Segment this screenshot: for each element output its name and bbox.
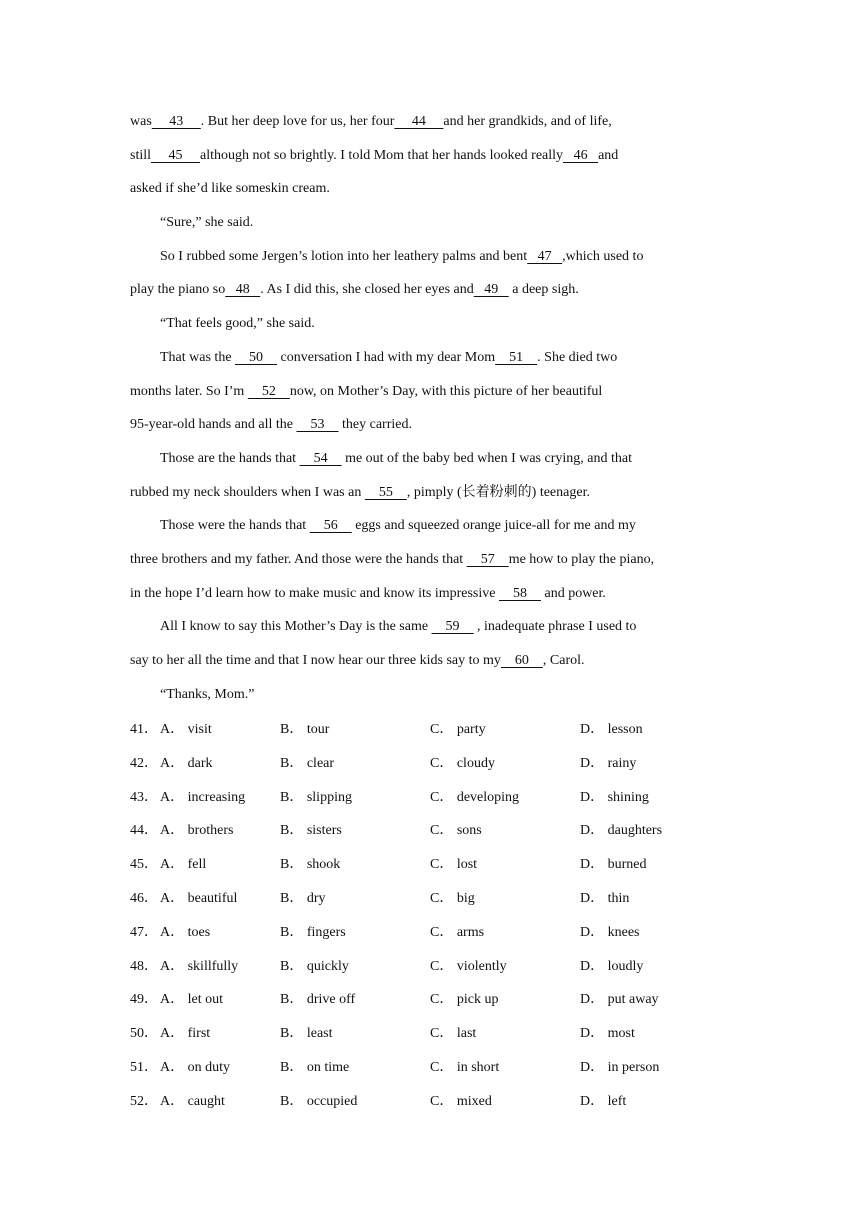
passage-text: ,which used to xyxy=(562,248,644,264)
answer-blank: 54 xyxy=(299,450,342,466)
question-row xyxy=(130,1021,730,1055)
cloze-passage xyxy=(130,109,730,715)
passage-line xyxy=(130,311,730,345)
option-a: A． on duty xyxy=(160,1059,230,1075)
passage-line xyxy=(130,379,730,413)
passage-text: “That feels good,” she said. xyxy=(160,316,315,332)
option-d: D． burned xyxy=(580,857,647,873)
passage-text: . But her deep love for us, her four xyxy=(200,114,395,129)
option-b: B． fingers xyxy=(280,924,346,940)
question-number: 50． xyxy=(130,1026,158,1042)
option-d: D． loudly xyxy=(580,958,644,974)
option-b: B． occupied xyxy=(280,1093,358,1109)
passage-line xyxy=(130,446,730,480)
question-number: 46． xyxy=(130,890,158,906)
passage-line xyxy=(130,412,730,446)
option-b: B． least xyxy=(280,1026,333,1042)
option-a: A． increasing xyxy=(160,789,246,805)
passage-line xyxy=(130,277,730,311)
answer-blank: 43 xyxy=(151,114,201,129)
passage-text: play the piano so xyxy=(130,282,226,298)
passage-text: , pimply (长着粉刺的) teenager. xyxy=(406,484,590,500)
question-row xyxy=(130,1089,730,1123)
passage-line xyxy=(130,345,730,379)
option-a: A． caught xyxy=(160,1093,225,1109)
passage-text: That was the xyxy=(160,349,236,365)
option-c: C． big xyxy=(430,890,475,906)
passage-line xyxy=(130,513,730,547)
passage-text: Those are the hands that xyxy=(160,450,300,466)
option-c: C． cloudy xyxy=(430,755,495,771)
option-a: A． dark xyxy=(160,755,213,771)
option-b: B． on time xyxy=(280,1059,350,1075)
passage-line xyxy=(130,109,730,143)
question-number: 44． xyxy=(130,823,158,839)
passage-line xyxy=(130,143,730,177)
passage-text: All I know to say this Mother’s Day is the same xyxy=(160,619,432,635)
question-list xyxy=(130,717,730,1123)
option-b: B． quickly xyxy=(280,958,349,974)
option-b: B． slipping xyxy=(280,789,352,805)
question-number: 48． xyxy=(130,958,158,974)
passage-text: three brothers and my father. And those were the hands that xyxy=(130,551,467,567)
question-number: 43． xyxy=(130,789,158,805)
question-row xyxy=(130,717,730,751)
passage-line xyxy=(130,176,730,210)
option-c: C． arms xyxy=(430,924,485,940)
passage-line xyxy=(130,210,730,244)
option-d: D． shining xyxy=(580,789,649,805)
passage-text: and power. xyxy=(540,585,606,601)
passage-line xyxy=(130,648,730,682)
option-b: B． tour xyxy=(280,722,330,737)
option-c: C． developing xyxy=(430,789,520,805)
option-a: A． let out xyxy=(160,992,223,1008)
option-c: C． last xyxy=(430,1026,477,1042)
option-a: A． brothers xyxy=(160,823,234,839)
question-row xyxy=(130,818,730,852)
answer-blank: 52 xyxy=(247,383,290,399)
option-b: B． clear xyxy=(280,755,335,771)
passage-text: 95-year-old hands and all the xyxy=(130,417,297,433)
question-number: 42． xyxy=(130,755,158,771)
passage-text: and xyxy=(598,147,619,163)
passage-text: “Thanks, Mom.” xyxy=(160,686,255,702)
answer-blank: 59 xyxy=(431,619,474,635)
answer-blank: 60 xyxy=(500,653,543,668)
passage-text: . She died two xyxy=(537,349,618,365)
passage-line xyxy=(130,480,730,514)
passage-text: me how to play the piano, xyxy=(508,551,655,567)
answer-blank: 56 xyxy=(309,518,352,534)
option-d: D． knees xyxy=(580,924,640,940)
option-b: B． sisters xyxy=(280,823,342,839)
answer-blank: 48 xyxy=(225,282,261,298)
answer-blank: 55 xyxy=(364,484,407,500)
passage-text: now, on Mother’s Day, with this picture of her beautiful xyxy=(289,383,603,399)
option-d: D． rainy xyxy=(580,755,637,771)
option-c: C． party xyxy=(430,722,486,737)
passage-text: and her grandkids, and of life, xyxy=(443,114,612,129)
option-d: D． most xyxy=(580,1026,635,1042)
answer-blank: 50 xyxy=(235,349,278,365)
option-a: A． visit xyxy=(160,722,212,737)
question-number: 52． xyxy=(130,1093,158,1109)
question-row xyxy=(130,852,730,886)
passage-text: Those were the hands that xyxy=(160,518,310,534)
answer-blank: 46 xyxy=(563,147,599,163)
passage-text: , inadequate phrase I used to xyxy=(473,619,637,635)
passage-text: rubbed my neck shoulders when I was an xyxy=(130,484,365,500)
answer-blank: 45 xyxy=(151,147,201,163)
answer-blank: 57 xyxy=(466,551,509,567)
passage-line xyxy=(130,614,730,648)
question-row xyxy=(130,954,730,988)
option-c: C． in short xyxy=(430,1059,500,1075)
option-a: A． first xyxy=(160,1026,211,1042)
passage-text: , Carol. xyxy=(542,653,585,668)
question-row xyxy=(130,751,730,785)
option-a: A． fell xyxy=(160,857,207,873)
option-c: C． violently xyxy=(430,958,507,974)
answer-blank: 49 xyxy=(473,282,509,298)
question-number: 41． xyxy=(130,722,158,737)
question-number: 51． xyxy=(130,1059,158,1075)
passage-text: say to her all the time and that I now hear our three kids say to my xyxy=(130,653,501,668)
option-d: D． daughters xyxy=(580,823,663,839)
option-d: D． left xyxy=(580,1093,627,1109)
passage-line xyxy=(130,244,730,278)
question-row xyxy=(130,886,730,920)
option-b: B． drive off xyxy=(280,992,356,1008)
option-a: A． toes xyxy=(160,924,211,940)
option-b: B． shook xyxy=(280,857,341,873)
answer-blank: 47 xyxy=(527,248,563,264)
option-c: C． pick up xyxy=(430,992,499,1008)
option-d: D． thin xyxy=(580,890,630,906)
passage-text: . As I did this, she closed her eyes and xyxy=(260,282,474,298)
passage-text: a deep sigh. xyxy=(508,282,579,298)
answer-blank: 53 xyxy=(296,417,339,433)
question-row xyxy=(130,920,730,954)
question-row xyxy=(130,785,730,819)
answer-blank: 58 xyxy=(498,585,541,601)
option-c: C． sons xyxy=(430,823,482,839)
option-c: C． lost xyxy=(430,857,478,873)
question-number: 49． xyxy=(130,992,158,1008)
question-number: 45． xyxy=(130,857,158,873)
question-row xyxy=(130,987,730,1021)
option-a: A． skillfully xyxy=(160,958,239,974)
passage-text: asked if she’d like someskin cream. xyxy=(130,181,330,197)
option-d: D． in person xyxy=(580,1059,660,1075)
answer-blank: 44 xyxy=(394,114,444,129)
passage-text: although not so brightly. I told Mom that her hands looked really xyxy=(200,147,564,163)
passage-line xyxy=(130,547,730,581)
passage-text: eggs and squeezed orange juice-all for me and my xyxy=(351,518,636,534)
passage-text: conversation I had with my dear Mom xyxy=(277,349,496,365)
passage-text: months later. So I’m xyxy=(130,383,248,399)
question-number: 47． xyxy=(130,924,158,940)
passage-line xyxy=(130,581,730,615)
option-c: C． mixed xyxy=(430,1093,492,1109)
passage-text: they carried. xyxy=(338,417,412,433)
option-d: D． put away xyxy=(580,992,659,1008)
passage-line xyxy=(130,682,730,716)
passage-text: me out of the baby bed when I was crying, and that xyxy=(341,450,632,466)
question-row xyxy=(130,1055,730,1089)
passage-text: “Sure,” she said. xyxy=(160,215,254,231)
passage-text: still xyxy=(130,147,152,163)
passage-text: in the hope I’d learn how to make music and know its impressive xyxy=(130,585,499,601)
passage-text: So I rubbed some Jergen’s lotion into her leathery palms and bent xyxy=(160,248,528,264)
passage-text: was xyxy=(130,114,152,129)
option-b: B． dry xyxy=(280,890,326,906)
option-d: D． lesson xyxy=(580,722,643,737)
option-a: A． beautiful xyxy=(160,890,238,906)
answer-blank: 51 xyxy=(495,349,538,365)
